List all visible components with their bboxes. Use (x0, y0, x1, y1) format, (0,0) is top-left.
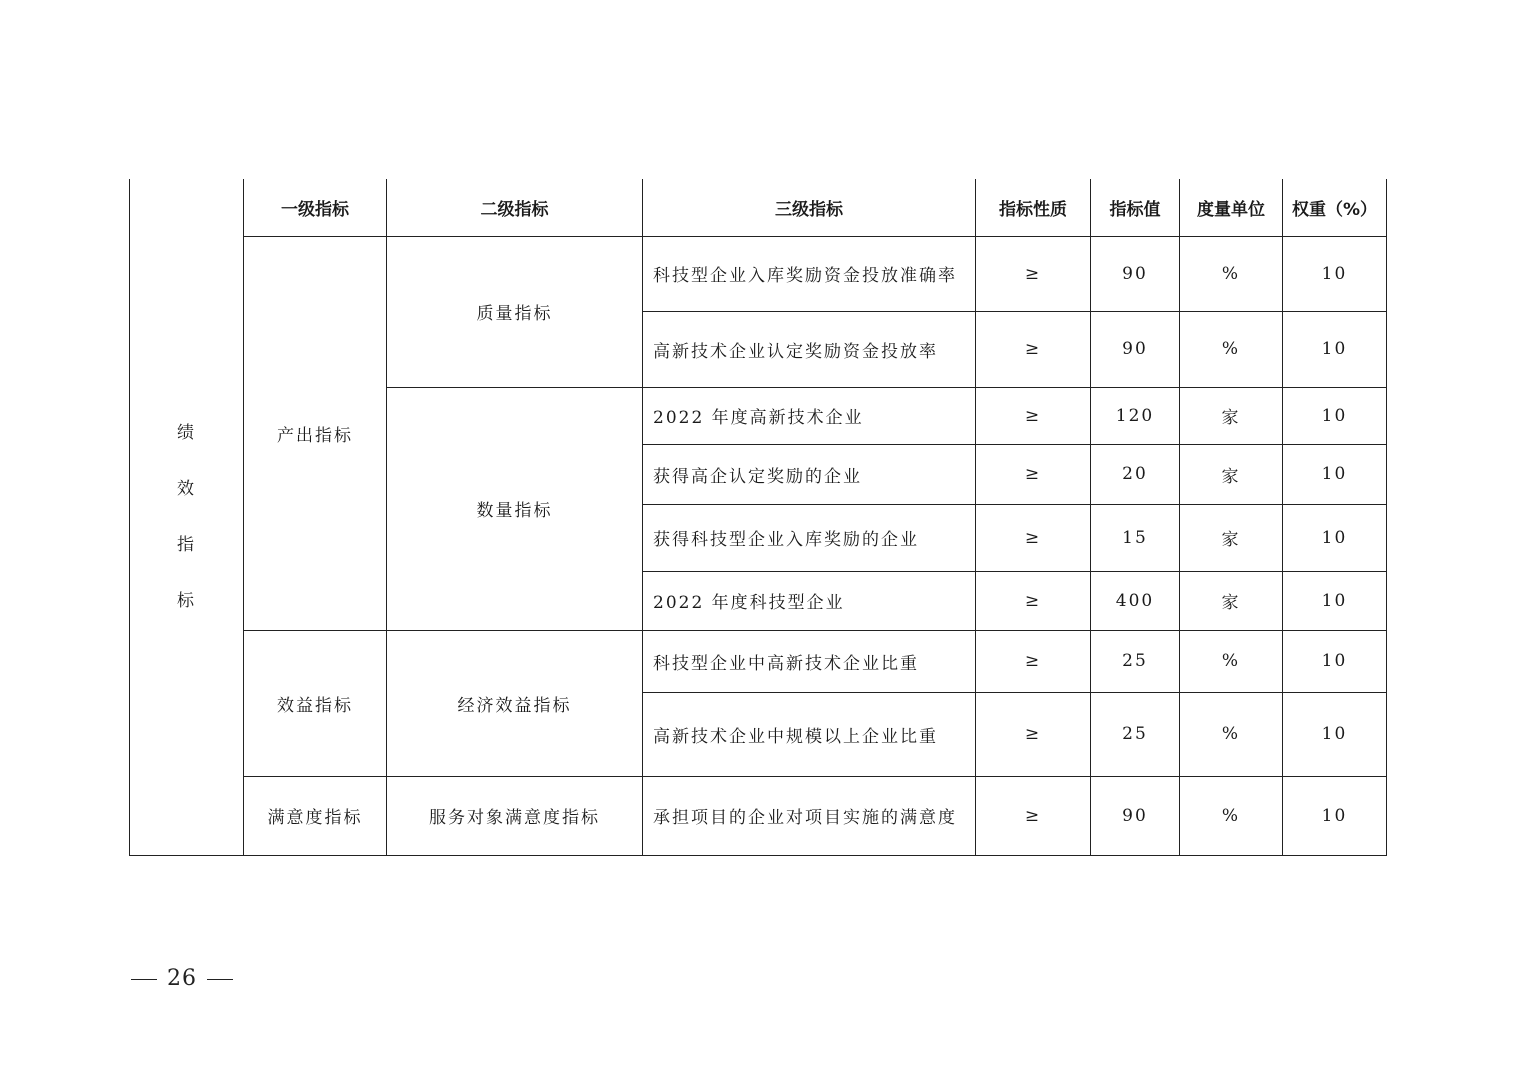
header-weight: 权重（%） (1283, 179, 1387, 236)
indicator-nature: ≥ (976, 630, 1091, 692)
indicator-unit: % (1180, 311, 1283, 387)
indicator-value: 90 (1091, 236, 1180, 311)
indicator-unit: 家 (1180, 387, 1283, 444)
header-level2: 二级指标 (387, 179, 643, 236)
outer-label-char: 指 (177, 534, 196, 555)
indicator-value: 25 (1091, 692, 1180, 776)
header-level3: 三级指标 (643, 179, 976, 236)
indicator-value: 15 (1091, 504, 1180, 571)
header-value: 指标值 (1091, 179, 1180, 236)
indicator-unit: 家 (1180, 504, 1283, 571)
indicator-nature: ≥ (976, 387, 1091, 444)
indicator-name: 2022 年度科技型企业 (643, 571, 976, 630)
indicator-weight: 10 (1283, 444, 1387, 504)
indicator-value: 120 (1091, 387, 1180, 444)
indicator-weight: 10 (1283, 571, 1387, 630)
indicator-weight: 10 (1283, 236, 1387, 311)
indicator-unit: 家 (1180, 571, 1283, 630)
indicator-value: 20 (1091, 444, 1180, 504)
indicator-weight: 10 (1283, 311, 1387, 387)
group-service-cell: 服务对象满意度指标 (387, 776, 643, 855)
indicator-nature: ≥ (976, 236, 1091, 311)
page-number-text: 26 (167, 966, 197, 991)
indicator-weight: 10 (1283, 504, 1387, 571)
indicator-weight: 10 (1283, 630, 1387, 692)
group-quality-cell: 质量指标 (387, 236, 643, 387)
table-row (130, 776, 1387, 855)
indicator-weight: 10 (1283, 692, 1387, 776)
group-benefit-cell: 效益指标 (244, 630, 387, 776)
indicator-name: 2022 年度高新技术企业 (643, 387, 976, 444)
indicator-weight: 10 (1283, 387, 1387, 444)
indicator-weight: 10 (1283, 776, 1387, 855)
indicator-unit: 家 (1180, 444, 1283, 504)
performance-indicator-table (129, 179, 1387, 856)
group-satisfaction-cell: 满意度指标 (244, 776, 387, 855)
indicator-nature: ≥ (976, 776, 1091, 855)
indicator-unit: % (1180, 630, 1283, 692)
dash-left (131, 979, 157, 980)
table-row (130, 236, 1387, 311)
indicator-unit: % (1180, 692, 1283, 776)
table-header-row (130, 179, 1387, 236)
indicator-name: 高新技术企业中规模以上企业比重 (643, 692, 976, 776)
indicator-value: 90 (1091, 311, 1180, 387)
indicator-nature: ≥ (976, 504, 1091, 571)
indicator-name: 科技型企业入库奖励资金投放准确率 (643, 236, 976, 311)
header-unit: 度量单位 (1180, 179, 1283, 236)
header-level1: 一级指标 (244, 179, 387, 236)
indicator-value: 400 (1091, 571, 1180, 630)
outer-label-char: 效 (177, 478, 196, 499)
indicator-value: 25 (1091, 630, 1180, 692)
indicator-unit: % (1180, 776, 1283, 855)
indicator-name: 获得科技型企业入库奖励的企业 (643, 504, 976, 571)
indicator-name: 获得高企认定奖励的企业 (643, 444, 976, 504)
indicator-nature: ≥ (976, 692, 1091, 776)
group-quantity-cell: 数量指标 (387, 387, 643, 630)
header-nature: 指标性质 (976, 179, 1091, 236)
indicator-value: 90 (1091, 776, 1180, 855)
page-number (131, 966, 243, 991)
indicator-unit: % (1180, 236, 1283, 311)
outer-label-char: 绩 (177, 422, 196, 443)
dash-right (207, 979, 233, 980)
indicator-name: 承担项目的企业对项目实施的满意度 (643, 776, 976, 855)
indicator-name: 科技型企业中高新技术企业比重 (643, 630, 976, 692)
group-economic-cell: 经济效益指标 (387, 630, 643, 776)
indicator-nature: ≥ (976, 311, 1091, 387)
indicator-nature: ≥ (976, 444, 1091, 504)
indicator-name: 高新技术企业认定奖励资金投放率 (643, 311, 976, 387)
outer-label-cell (130, 179, 244, 855)
indicator-nature: ≥ (976, 571, 1091, 630)
group-output-cell: 产出指标 (244, 236, 387, 630)
table-row (130, 630, 1387, 692)
outer-label-char: 标 (177, 590, 196, 611)
